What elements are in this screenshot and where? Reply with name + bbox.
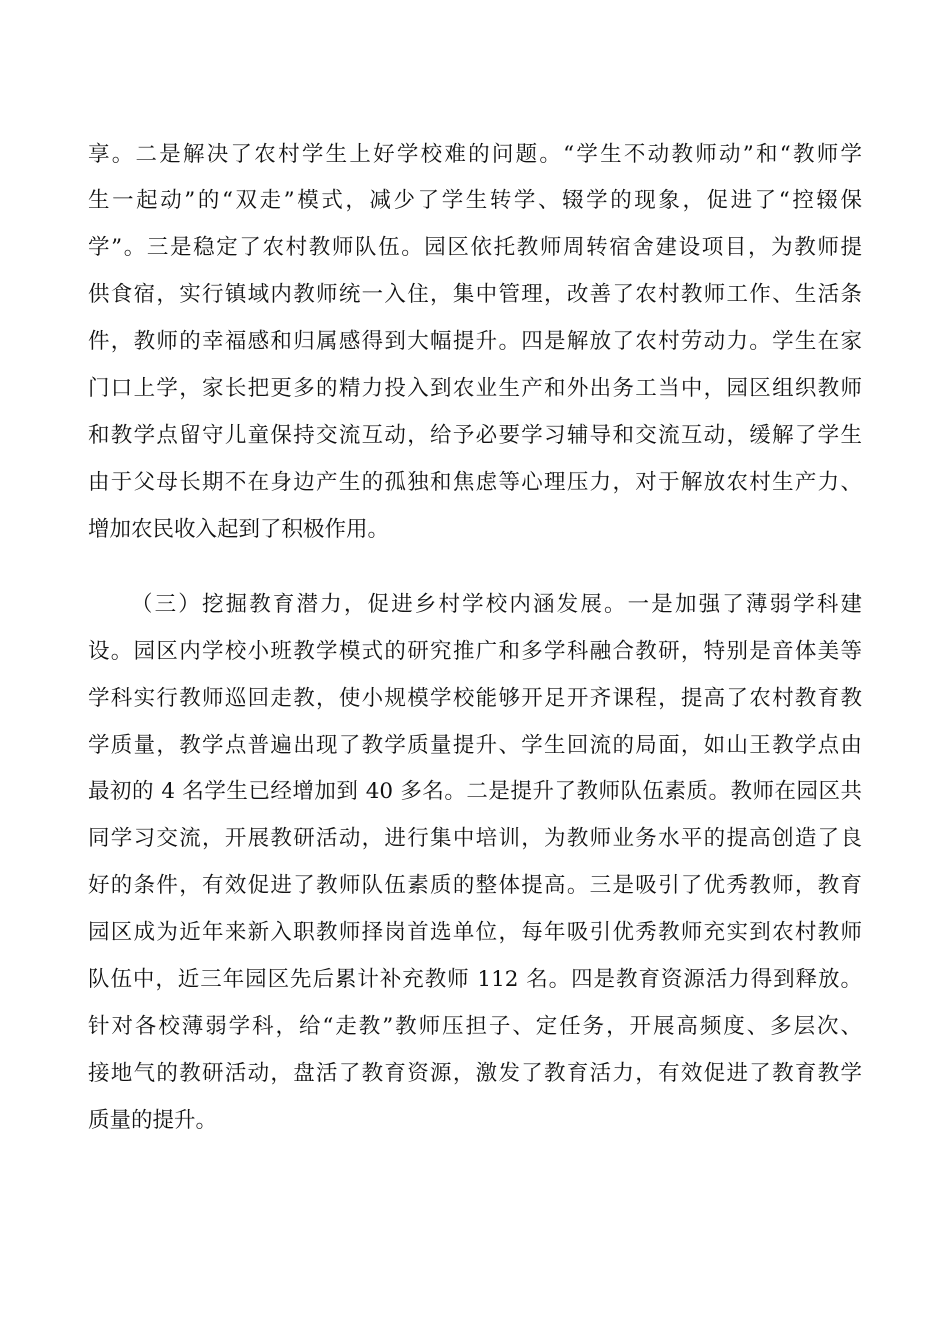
paragraph-line: 同学习交流，开展教研活动，进行集中培训，为教师业务水平的提高创造了良 [88,826,862,851]
paragraph-line: 针对各校薄弱学科，给“走教”教师压担子、定任务，开展高频度、多层次、 [88,1014,862,1039]
paragraph-line: 生一起动”的“双走”模式，减少了学生转学、辍学的现象，促进了“控辍保 [88,188,862,213]
paragraph-line: 学质量，教学点普遍出现了教学质量提升、学生回流的局面，如山王教学点由 [88,733,862,758]
paragraph-line: 质量的提升。 [88,1108,218,1133]
paragraph-line: 队伍中，近三年园区先后累计补充教师 112 名。四是教育资源活力得到释放。 [88,967,862,992]
paragraph-line: 最初的 4 名学生已经增加到 40 多名。二是提升了教师队伍素质。教师在园区共 [88,779,862,804]
paragraph-line: 供食宿，实行镇域内教师统一入住，集中管理，改善了农村教师工作、生活条 [88,282,862,307]
paragraph-line: 设。园区内学校小班教学模式的研究推广和多学科融合教研，特别是音体美等 [88,639,862,664]
paragraph-line: 件，教师的幸福感和归属感得到大幅提升。四是解放了农村劳动力。学生在家 [88,329,862,354]
paragraph-line: 享。二是解决了农村学生上好学校难的问题。“学生不动教师动”和“教师学 [88,142,862,167]
paragraph-line: 门口上学，家长把更多的精力投入到农业生产和外出务工当中，园区组织教师 [88,376,862,401]
paragraph-line: 园区成为近年来新入职教师择岗首选单位，每年吸引优秀教师充实到农村教师 [88,920,862,945]
paragraph-line: 由于父母长期不在身边产生的孤独和焦虑等心理压力，对于解放农村生产力、 [88,470,862,495]
paragraph-line: 好的条件，有效促进了教师队伍素质的整体提高。三是吸引了优秀教师，教育 [88,873,862,898]
paragraph-line: 接地气的教研活动，盘活了教育资源，激发了教育活力，有效促进了教育教学 [88,1061,862,1086]
paragraph-line: 学科实行教师巡回走教，使小规模学校能够开足开齐课程，提高了农村教育教 [88,686,862,711]
paragraph-line: （三）挖掘教育潜力，促进乡村学校内涵发展。一是加强了薄弱学科建 [131,592,862,617]
paragraph-line: 和教学点留守儿童保持交流互动，给予必要学习辅导和交流互动，缓解了学生 [88,423,862,448]
paragraph-line: 学”。三是稳定了农村教师队伍。园区依托教师周转宿舍建设项目，为教师提 [88,235,862,260]
paragraph-line: 增加农民收入起到了积极作用。 [88,517,390,542]
